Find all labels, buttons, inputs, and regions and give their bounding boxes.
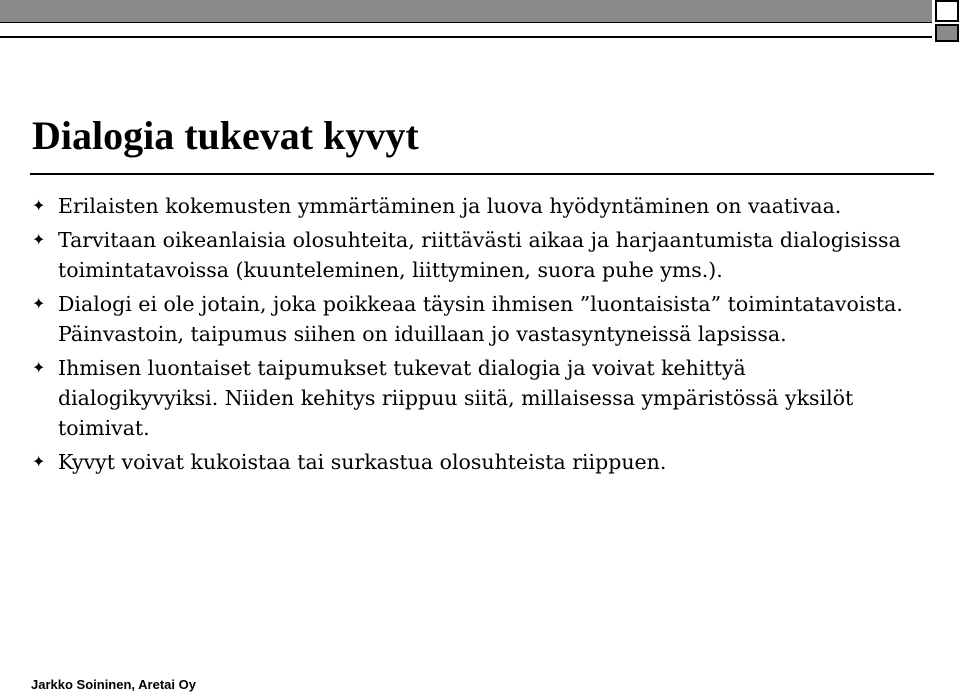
top-gray-band [0, 0, 932, 22]
bullet-text: Dialogi ei ole jotain, joka poikkeaa täysin ihmisen ”luontaisista” toimintatavoista. Päinvastoin, taipumus siihen on iduillaan jo vastasyntyneissä lapsissa. [58, 292, 903, 346]
title-divider [30, 173, 934, 175]
bullet-item [32, 353, 912, 443]
bullet-text: Ihmisen luontaiset taipumukset tukevat dialogia ja voivat kehittyä dialogikyvyiksi. Niiden kehitys riippuu siitä, millaisessa ympäristössä yksilöt toimivat. [58, 356, 854, 440]
bullet-text: Erilaisten kokemusten ymmärtäminen ja luova hyödyntäminen on vaativaa. [58, 194, 842, 218]
bullet-item [32, 447, 912, 477]
bullet-item [32, 289, 912, 349]
bullet-item [32, 225, 912, 285]
bullet-item [32, 191, 912, 221]
four-pointed-star-icon: ✦ [32, 452, 46, 471]
top-corner-square-gray [935, 24, 959, 42]
bullet-list [32, 191, 912, 481]
bullet-text: Kyvyt voivat kukoistaa tai surkastua olosuhteista riippuen. [58, 450, 667, 474]
four-pointed-star-icon: ✦ [32, 358, 46, 377]
slide-title: Dialogia tukevat kyvyt [32, 113, 419, 158]
bullet-text: Tarvitaan oikeanlaisia olosuhteita, riittävästi aikaa ja harjaantumista dialogisissa toimintatavoissa (kuunteleminen, liittyminen, suora puhe yms.). [58, 228, 901, 282]
footer-author: Jarkko Soininen, Aretai Oy [31, 677, 196, 692]
top-corner-square-white [935, 0, 959, 22]
four-pointed-star-icon: ✦ [32, 196, 46, 215]
four-pointed-star-icon: ✦ [32, 294, 46, 313]
four-pointed-star-icon: ✦ [32, 230, 46, 249]
top-white-band [0, 22, 932, 38]
top-decorative-bar [0, 0, 959, 42]
